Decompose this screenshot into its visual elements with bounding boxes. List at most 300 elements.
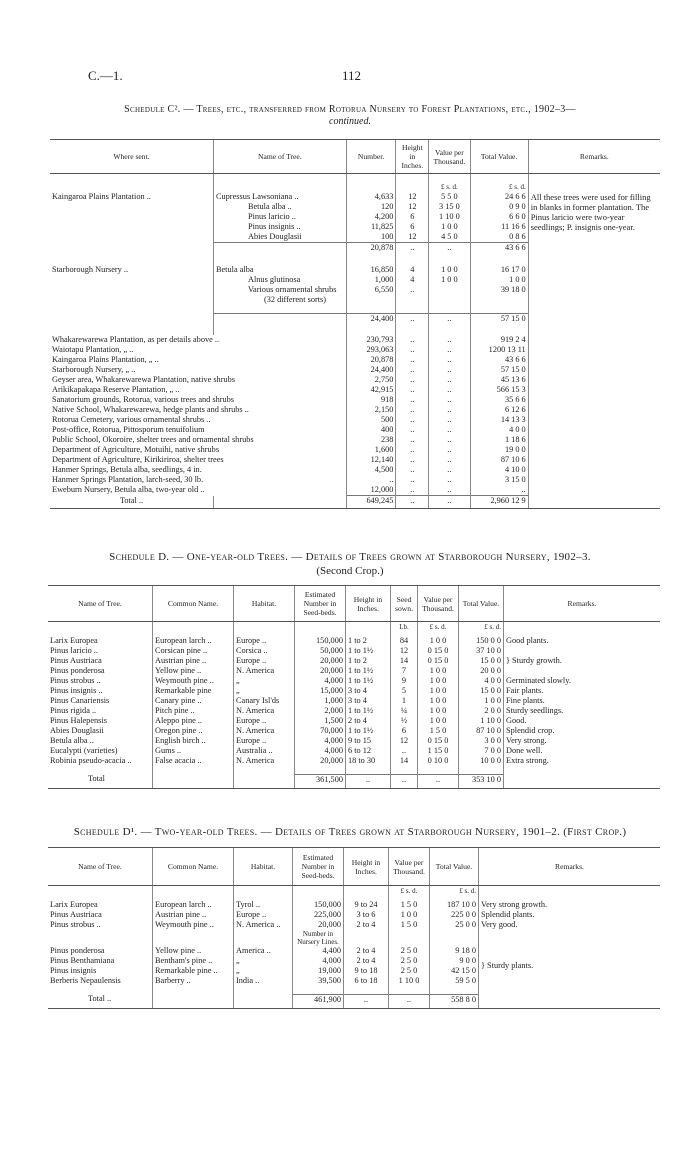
number: 42,915 <box>346 385 396 395</box>
number: 24,400 <box>346 365 396 375</box>
subtotal-value: .. <box>429 313 470 327</box>
col-tree-name: Name of Tree. <box>48 586 153 622</box>
number: 150,000 <box>293 900 344 910</box>
destination: Kaingaroa Plains Plantation, „ .. <box>52 355 159 364</box>
number: 4,633 <box>346 192 396 202</box>
destination: Sanatorium grounds, Rotorua, various trees and shrubs <box>52 395 235 404</box>
remark: All these trees were used for filling in blanks in former plantation. The Pinus laricio were two-year seedlings; P. insignis one-year. <box>528 192 660 243</box>
total-value: 20 0 0 <box>459 666 504 676</box>
total-value: 57 15 0 <box>470 365 528 375</box>
seed-sown: 7 <box>391 666 418 676</box>
total-value: 59 5 0 <box>430 976 479 986</box>
value: 3 15 0 <box>429 202 470 212</box>
remark: Good plants. <box>504 636 661 646</box>
total-label: Total <box>48 774 153 788</box>
height: 6 to 12 <box>346 746 391 756</box>
height: 2 to 4 <box>344 920 389 930</box>
destination: Waiotapu Plantation, „ .. <box>52 345 134 354</box>
value: 0 10 0 <box>418 756 459 766</box>
height: 18 to 30 <box>346 756 391 766</box>
col-height: Height in Inches. <box>346 586 391 622</box>
seed-sown: 5 <box>391 686 418 696</box>
height: 2 to 4 <box>344 946 389 956</box>
number: 12,000 <box>346 485 396 496</box>
height: 4 <box>396 265 429 275</box>
value: 1 0 0 <box>418 676 459 686</box>
value: 1 0 0 <box>418 716 459 726</box>
number: 1,500 <box>295 716 346 726</box>
number: .. <box>346 475 396 485</box>
number: 4,000 <box>295 746 346 756</box>
subtotal-row <box>50 243 660 257</box>
table-row <box>48 756 660 766</box>
col-total: Total Value. <box>430 848 479 886</box>
remark: Sturdy seedlings. <box>504 706 661 716</box>
total-value: 42 15 0 <box>430 966 479 976</box>
seed-sown: 1 <box>391 696 418 706</box>
col-value: Value per Thousand. <box>418 586 459 622</box>
height: 9 to 18 <box>344 966 389 976</box>
tree-name: Pinus Halepensis <box>50 715 107 725</box>
tree-name: Eucalypti (varieties) <box>50 745 118 755</box>
height: 1 to 1½ <box>346 676 391 686</box>
number: 1,000 <box>295 696 346 706</box>
subtotal-value: .. <box>429 243 470 257</box>
value: 2 5 0 <box>389 966 430 976</box>
table-row <box>48 910 660 920</box>
tree-name: Pinus laricio .. <box>213 212 346 222</box>
number: 150,000 <box>295 636 346 646</box>
height: 3 to 6 <box>344 910 389 920</box>
value: 1 0 0 <box>418 666 459 676</box>
height: 4 <box>396 275 429 285</box>
common-name: Aleppo pine .. <box>153 716 234 726</box>
total-value: 15 0 0 <box>459 656 504 666</box>
total-value: 35 6 6 <box>470 395 528 405</box>
destination: Whakarewarewa Plantation, as per details above .. <box>52 335 220 344</box>
col-total: Total Value. <box>459 586 504 622</box>
tree-note: (32 different sorts) <box>213 295 346 305</box>
schedule-d1-title: Schedule D¹. — Two-year-old Trees. — Details of Trees grown at Starborough Nursery, 1901–2. (First Crop.) <box>73 826 627 838</box>
tree-name: Berberis Nepaulensis <box>50 975 121 985</box>
total-value: 37 10 0 <box>459 646 504 656</box>
destination: Native School, Whakarewarewa, hedge plants and shrubs .. <box>52 405 249 414</box>
value: 1 15 0 <box>418 746 459 756</box>
remark: Done well. <box>504 746 661 756</box>
table-row <box>48 746 660 756</box>
total-value: 3 0 0 <box>459 736 504 746</box>
total-number: 361,500 <box>295 774 346 788</box>
common-name: European larch .. <box>153 636 234 646</box>
common-name: Remarkable pine <box>153 686 234 696</box>
total-value: 87 10 6 <box>470 455 528 465</box>
table-row <box>50 275 660 285</box>
subtotal-number: 24,400 <box>346 313 396 327</box>
tree-name: Betula alba .. <box>50 735 94 745</box>
table-row: Sanatorium grounds, Rotorua, various trees and shrubs 918 .. .. 35 6 6 <box>50 395 660 405</box>
destination: Rotorua Cemetery, various ornamental shrubs .. <box>52 415 211 424</box>
destination: Starborough Nursery, „ .. <box>52 365 136 374</box>
total-row: Total 361,500 .. .. .. 353 10 0 <box>48 774 660 788</box>
table-row: Native School, Whakarewarewa, hedge plants and shrubs .. 2,150 .. .. 6 12 6 <box>50 405 660 415</box>
col-common-name: Common Name. <box>153 848 234 886</box>
unit-lsd: £ s. d. <box>389 886 430 900</box>
value: 0 15 0 <box>418 736 459 746</box>
table-row <box>48 646 660 656</box>
tree-name: Pinus Benthamiana <box>50 955 115 965</box>
habitat: India .. <box>234 976 293 986</box>
unit-lsd: £ s. d. <box>429 182 470 192</box>
number: 400 <box>346 425 396 435</box>
number: 20,000 <box>295 756 346 766</box>
tree-name: Abies Douglasii <box>213 232 346 243</box>
total-row: Total .. 649,245 .. .. 2,960 12 9 <box>50 496 660 509</box>
col-height: Height in Inches. <box>396 140 429 174</box>
common-name: Yellow pine .. <box>153 666 234 676</box>
value: 1 10 0 <box>389 976 430 986</box>
value <box>429 285 470 295</box>
number: 4,200 <box>346 212 396 222</box>
total-value: 24 6 6 <box>470 192 528 202</box>
schedule-c-title-cont: continued. <box>329 116 371 127</box>
number: 20,000 <box>295 666 346 676</box>
table-row <box>50 285 660 295</box>
seed-sown: 84 <box>391 636 418 646</box>
habitat: „ <box>234 676 295 686</box>
value: 1 0 0 <box>429 275 470 285</box>
height: 6 to 18 <box>344 976 389 986</box>
total-value: 39 18 0 <box>470 285 528 295</box>
subtotal-number: 20,878 <box>346 243 396 257</box>
number: 70,000 <box>295 726 346 736</box>
tree-name: Pinus insignis .. <box>213 222 346 232</box>
total-value: 1200 13 11 <box>470 345 528 355</box>
habitat: N. America <box>234 726 295 736</box>
total-value: 25 0 0 <box>430 920 479 930</box>
value: 0 15 0 <box>418 656 459 666</box>
remark: Extra strong. <box>504 756 661 766</box>
destination: Department of Agriculture, Kirikiriroa, shelter trees <box>52 455 224 464</box>
total-value: 11 16 6 <box>470 222 528 232</box>
table-row: Geyser area, Whakarewarewa Plantation, native shrubs 2,750 .. .. 45 13 6 <box>50 375 660 385</box>
total-value: 14 13 3 <box>470 415 528 425</box>
value: 1 0 0 <box>389 910 430 920</box>
remark: Fine plants. <box>504 696 661 706</box>
total-row: Total .. 461,900 .. .. 558 8 0 <box>48 994 660 1008</box>
value: 1 5 0 <box>389 900 430 910</box>
number: 4,000 <box>295 736 346 746</box>
tree-name: Alnus glutinosa <box>213 275 346 285</box>
table-row <box>48 726 660 736</box>
value: 1 0 0 <box>429 265 470 275</box>
unit-lsd: £ s. d. <box>418 622 459 636</box>
col-common-name: Common Name. <box>153 586 234 622</box>
habitat: Canary Isl'ds <box>234 696 295 706</box>
value: 1 10 0 <box>429 212 470 222</box>
value: 1 0 0 <box>418 636 459 646</box>
number: 4,000 <box>295 676 346 686</box>
total-value: 0 8 6 <box>470 232 528 243</box>
table-row <box>50 265 660 275</box>
height: .. <box>396 285 429 295</box>
value: 1 5 0 <box>418 726 459 736</box>
common-name: False acacia .. <box>153 756 234 766</box>
seed-sown: ¼ <box>391 706 418 716</box>
number: 20,000 <box>295 656 346 666</box>
total-value: 87 10 0 <box>459 726 504 736</box>
total-label: Total .. <box>50 496 213 509</box>
col-habitat: Habitat. <box>234 848 293 886</box>
total-value: 225 0 0 <box>430 910 479 920</box>
remark: Splendid crop. <box>504 726 661 736</box>
habitat: America .. <box>234 946 293 956</box>
common-name: English birch .. <box>153 736 234 746</box>
tree-name: Betula alba .. <box>213 202 346 212</box>
subtotal-row <box>50 313 660 327</box>
col-value: Value per Thousand. <box>389 848 430 886</box>
seed-sown: 12 <box>391 736 418 746</box>
tree-name: Pinus laricio .. <box>50 645 98 655</box>
place-name: Starborough Nursery .. <box>52 264 129 274</box>
common-name: Austrian pine .. <box>153 910 234 920</box>
height: 1 to 1½ <box>346 726 391 736</box>
total-value: 4 0 0 <box>459 676 504 686</box>
habitat: Europe .. <box>234 636 295 646</box>
total-value: 19 0 0 <box>470 445 528 455</box>
col-tree-name: Name of Tree. <box>213 140 346 174</box>
total-value: 10 0 0 <box>459 756 504 766</box>
habitat: N. America <box>234 756 295 766</box>
value: 1 0 0 <box>418 696 459 706</box>
number: 500 <box>346 415 396 425</box>
number: 50,000 <box>295 646 346 656</box>
table-row <box>48 946 660 956</box>
habitat: Australia .. <box>234 746 295 756</box>
subtotal-height: .. <box>396 313 429 327</box>
tree-name: Pinus insignis .. <box>50 685 103 695</box>
tree-name: Pinus Canariensis <box>50 695 110 705</box>
total-value: 1 10 0 <box>459 716 504 726</box>
table-row <box>48 716 660 726</box>
height: 3 to 4 <box>346 696 391 706</box>
tree-name: Pinus strobus .. <box>50 675 101 685</box>
remark: Very strong. <box>504 736 661 746</box>
total-value: 6 6 0 <box>470 212 528 222</box>
total-value: 9 0 0 <box>430 956 479 966</box>
table-row: Hanmer Springs Plantation, larch-seed, 30 lb. .. .. .. 3 15 0 <box>50 475 660 485</box>
destination: Eweburn Nursery, Betula alba, two-year old .. <box>52 485 205 494</box>
col-remarks: Remarks. <box>528 140 660 174</box>
table-row: Department of Agriculture, Motuihi, native shrubs 1,600 .. .. 19 0 0 <box>50 445 660 455</box>
total-value: 566 15 3 <box>470 385 528 395</box>
schedule-d-subtitle: (Second Crop.) <box>316 565 384 577</box>
col-total: Total Value. <box>470 140 528 174</box>
schedule-c-title: Schedule C². — Trees, etc., transferred from Rotorua Nursery to Forest Plantations, etc., 1902–3— <box>124 104 576 115</box>
common-name: Weymouth pine .. <box>153 920 234 930</box>
table-row: Hanmer Springs, Betula alba, seedlings, 4 in. 4,500 .. .. 4 10 0 <box>50 465 660 475</box>
col-value: Value per Thousand. <box>429 140 470 174</box>
habitat: N. America <box>234 666 295 676</box>
tree-name: Pinus insignis <box>50 965 97 975</box>
number: 11,825 <box>346 222 396 232</box>
number: 4,000 <box>293 956 344 966</box>
total-value: 1 0 0 <box>470 275 528 285</box>
table-row: Post-office, Rotorua, Pittosporum tenuifolium 400 .. .. 4 0 0 <box>50 425 660 435</box>
table-row: Eweburn Nursery, Betula alba, two-year old .. 12,000 .. .. .. <box>50 485 660 496</box>
nursery-lines-label: Number in Nursery Lines. <box>293 930 344 946</box>
total-value: 919 2 4 <box>470 335 528 345</box>
number: 2,000 <box>295 706 346 716</box>
total-number: 649,245 <box>346 496 396 509</box>
number: 293,063 <box>346 345 396 355</box>
common-name: Pitch pine .. <box>153 706 234 716</box>
habitat: Corsica .. <box>234 646 295 656</box>
common-name: Weymouth pine .. <box>153 676 234 686</box>
table-row: Waiotapu Plantation, „ .. 293,063 .. .. 1200 13 11 <box>50 345 660 355</box>
height: 2 to 4 <box>344 956 389 966</box>
height: 12 <box>396 192 429 202</box>
seed-sown: 6 <box>391 726 418 736</box>
total-value: 150 0 0 <box>459 636 504 646</box>
total-number: 461,900 <box>293 994 344 1008</box>
number: 20,878 <box>346 355 396 365</box>
unit-lb: Lb. <box>391 622 418 636</box>
seed-sown: 9 <box>391 676 418 686</box>
common-name: Barberry .. <box>153 976 234 986</box>
value: 4 5 0 <box>429 232 470 243</box>
number: 2,750 <box>346 375 396 385</box>
destination: Department of Agriculture, Motuihi, native shrubs <box>52 445 220 454</box>
number: 6,550 <box>346 285 396 295</box>
total-value: 16 17 0 <box>470 265 528 275</box>
total-value: .. <box>470 485 528 496</box>
height: 2 to 4 <box>346 716 391 726</box>
common-name: Oregon pine .. <box>153 726 234 736</box>
habitat: „ <box>234 956 293 966</box>
total-value: 6 12 6 <box>470 405 528 415</box>
remark: Fair plants. <box>504 686 661 696</box>
seed-sown: .. <box>391 746 418 756</box>
total-label: Total .. <box>48 994 153 1008</box>
tree-name: Pinus strobus .. <box>50 919 101 929</box>
grand-total: 353 10 0 <box>459 774 504 788</box>
destination: Public School, Okoroire, shelter trees and ornamental shrubs <box>52 435 254 444</box>
total-value: 2 0 0 <box>459 706 504 716</box>
destination: Arikikapakapa Reserve Plantation, „ .. <box>52 385 180 394</box>
number: 39,500 <box>293 976 344 986</box>
height: 12 <box>396 202 429 212</box>
table-row <box>48 666 660 676</box>
subtotal-total: 43 6 6 <box>470 243 528 257</box>
height: 9 to 15 <box>346 736 391 746</box>
total-value: 1 18 6 <box>470 435 528 445</box>
height: 6 <box>396 212 429 222</box>
col-height: Height in Inches. <box>344 848 389 886</box>
value: 2 5 0 <box>389 946 430 956</box>
page-ref: C.—1. <box>88 68 123 83</box>
number: 19,000 <box>293 966 344 976</box>
subtotal-height: .. <box>396 243 429 257</box>
tree-name: Cupressus Lawsoniana .. <box>213 192 346 202</box>
table-row <box>48 900 660 910</box>
remark: } Sturdy plants. <box>479 946 661 986</box>
number: 4,500 <box>346 465 396 475</box>
remark: Germinated slowly. <box>504 676 661 686</box>
col-tree-name: Name of Tree. <box>48 848 153 886</box>
tree-name: Pinus rigida .. <box>50 705 97 715</box>
value: 1 0 0 <box>418 686 459 696</box>
number: 20,000 <box>293 920 344 930</box>
tree-name: Pinus Austriaca <box>50 655 102 665</box>
col-where-sent: Where sent. <box>50 140 213 174</box>
habitat: Europe .. <box>234 716 295 726</box>
total-value: 4 10 0 <box>470 465 528 475</box>
table-row: Kaingaroa Plains Plantation, „ .. 20,878 .. .. 43 6 6 <box>50 355 660 365</box>
common-name: Remarkable pine .. <box>153 966 234 976</box>
height: 1 to 1½ <box>346 706 391 716</box>
tree-name: Larix Europea <box>50 899 98 909</box>
habitat: „ <box>234 686 295 696</box>
common-name: Yellow pine .. <box>153 946 234 956</box>
unit-lsd: £ s. d. <box>459 622 504 636</box>
table-row <box>48 736 660 746</box>
table-row: Rotorua Cemetery, various ornamental shrubs .. 500 .. .. 14 13 3 <box>50 415 660 425</box>
common-name: Gums .. <box>153 746 234 756</box>
number: 238 <box>346 435 396 445</box>
common-name: Bentham's pine .. <box>153 956 234 966</box>
tree-name: Larix Europea <box>50 635 98 645</box>
value: 1 0 0 <box>418 706 459 716</box>
height: 1 to 2 <box>346 656 391 666</box>
table-row: Whakarewarewa Plantation, as per details above .. 230,793 .. .. 919 2 4 <box>50 335 660 345</box>
number: 16,850 <box>346 265 396 275</box>
height: 3 to 4 <box>346 686 391 696</box>
height: 9 to 24 <box>344 900 389 910</box>
table-row <box>48 636 660 646</box>
common-name: Corsican pine .. <box>153 646 234 656</box>
number: 1,000 <box>346 275 396 285</box>
unit-lsd: £ s. d. <box>430 886 479 900</box>
table-row <box>48 696 660 706</box>
table-row <box>48 686 660 696</box>
page-number: 112 <box>342 68 362 83</box>
number: 918 <box>346 395 396 405</box>
total-value: 15 0 0 <box>459 686 504 696</box>
total-value: 1 0 0 <box>459 696 504 706</box>
total-value: 3 15 0 <box>470 475 528 485</box>
col-estimated-number: Estimated Number in Seed-beds. <box>295 586 346 622</box>
grand-total: 558 8 0 <box>430 994 479 1008</box>
unit-lsd: £ s. d. <box>470 182 528 192</box>
number: 15,000 <box>295 686 346 696</box>
place-name: Kaingaroa Plains Plantation .. <box>52 192 151 201</box>
remark: Splendid plants. <box>479 910 661 920</box>
col-number: Number. <box>346 140 396 174</box>
col-seed-sown: Seed sown. <box>391 586 418 622</box>
tree-name: Betula alba <box>213 265 346 275</box>
remark: } Sturdy growth. <box>504 656 661 666</box>
schedule-c-table <box>50 139 660 509</box>
remark <box>504 646 661 656</box>
habitat: „ <box>234 966 293 976</box>
total-value: 45 13 6 <box>470 375 528 385</box>
schedule-d-title: Schedule D. — One-year-old Trees. — Details of Trees grown at Starborough Nursery, 1902–3. <box>109 551 591 563</box>
number: 100 <box>346 232 396 243</box>
number: 225,000 <box>293 910 344 920</box>
grand-total: 2,960 12 9 <box>470 496 528 509</box>
tree-name: Pinus ponderosa <box>50 665 105 675</box>
seed-sown: 12 <box>391 646 418 656</box>
